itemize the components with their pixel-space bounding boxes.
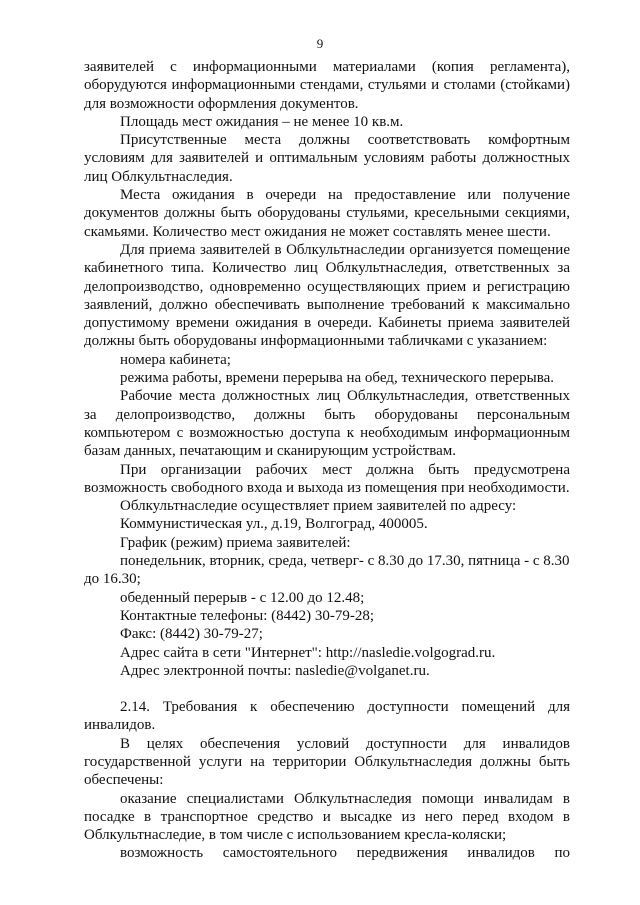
- paragraph-reception-places: Присутственные места должны соответствовать комфортным условиям для заявителей и оптимальным условиям работы должностных лиц Облкультнаследия.: [84, 132, 570, 185]
- paragraph-continuation: заявителей с информационными материалами (копия регламента), оборудуются информационными стендами, стульями и столами (стойками) для возможности оформления документов.: [84, 59, 570, 112]
- section-2-14-heading: 2.14. Требования к обеспечению доступности помещений для инвалидов.: [84, 699, 570, 734]
- paragraph-reception-room: Для приема заявителей в Облкультнаследии организуется помещение кабинетного типа. Количество лиц Облкультнаследия, ответственных за делопроизводство, одновременно осуществляющих прием и регистрацию заявлений, должно обеспечивать выполнение требований к максимально допустимому времени ожидания в очереди. Кабинеты приема заявителей должны быть оборудованы информационными табличками с указанием:: [84, 241, 570, 350]
- website-address: Адрес сайта в сети "Интернет": http://nasledie.volgograd.ru.: [120, 644, 496, 661]
- schedule-days: понедельник, вторник, среда, четверг- с 8.30 до 17.30, пятница - с 8.30 до 16.30;: [84, 553, 570, 588]
- lunch-break: обеденный перерыв - с 12.00 до 12.48;: [120, 589, 365, 606]
- contact-phones: Контактные телефоны: (8442) 30-79-28;: [120, 607, 375, 624]
- paragraph-address-intro: Облкультнаследие осуществляет прием заявителей по адресу:: [120, 498, 517, 515]
- list-item-assistance: оказание специалистами Облкультнаследия помощи инвалидам в посадке в транспортное средство и высадке из него перед входом в Облкультнаследие, в том числе с использованием кресла-коляски;: [84, 790, 570, 844]
- document-body: [84, 58, 570, 863]
- email-address: Адрес электронной почты: nasledie@volganet.ru.: [120, 662, 430, 679]
- schedule-heading: График (режим) приема заявителей:: [120, 534, 351, 551]
- list-item-independent-movement: возможность самостоятельного передвижения инвалидов по: [120, 845, 570, 862]
- address-line: Коммунистическая ул., д.19, Волгоград, 400005.: [120, 516, 428, 533]
- fax-number: Факс: (8442) 30-79-27;: [120, 626, 263, 643]
- paragraph-waiting-area: Площадь мест ожидания – не менее 10 кв.м.: [120, 113, 404, 130]
- list-item-room-number: номера кабинета;: [120, 351, 231, 368]
- paragraph-waiting-places: Места ожидания в очереди на предоставление или получение документов должны быть оборудованы стульями, кресельными секциями, скамьями. Количество мест ожидания не может составлять менее шести.: [84, 187, 570, 240]
- page-number: 9: [316, 36, 324, 51]
- paragraph-accessibility-conditions: В целях обеспечения условий доступности для инвалидов государственной услуги на территории Облкультнаследия должны быть обеспечены:: [84, 735, 570, 789]
- paragraph-workplaces: Рабочие места должностных лиц Облкультнаследия, ответственных за делопроизводство, должны быть оборудованы персональным компьютером с возможностью доступа к необходимым информационным базам данных, печатающим и сканирующим устройствам.: [84, 388, 570, 460]
- list-item-work-hours: режима работы, времени перерыва на обед, технического перерыва.: [120, 370, 555, 387]
- paragraph-free-access: При организации рабочих мест должна быть предусмотрена возможность свободного входа и выхода из помещения при необходимости.: [84, 461, 570, 496]
